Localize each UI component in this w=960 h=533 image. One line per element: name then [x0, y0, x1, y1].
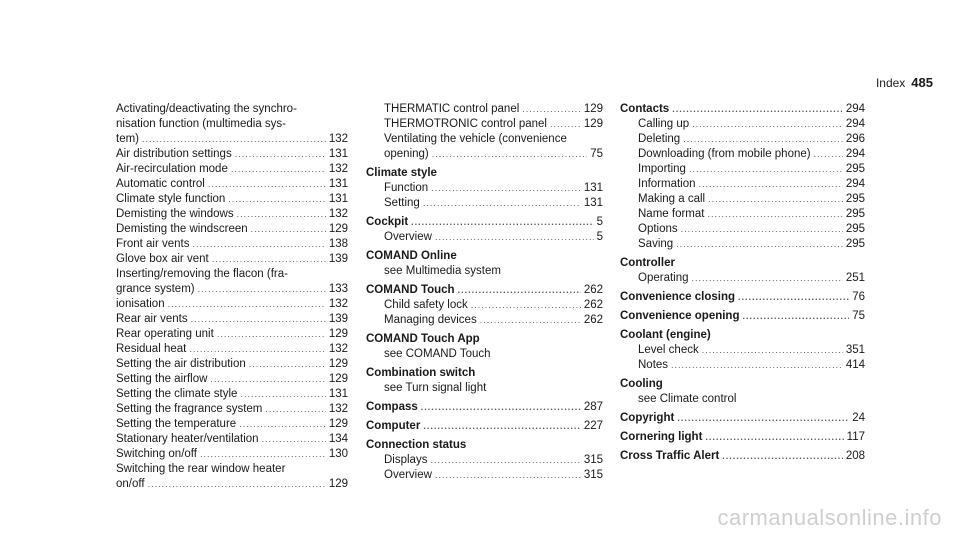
page-ref[interactable]: 208 [845, 450, 865, 462]
index-heading-entry[interactable] [366, 283, 603, 298]
index-entry[interactable] [366, 298, 603, 313]
index-entry[interactable] [620, 207, 865, 222]
page-ref[interactable]: 75 [852, 310, 865, 322]
dot-leader [208, 177, 326, 192]
index-heading-entry[interactable] [366, 419, 603, 434]
dot-leader [550, 117, 581, 132]
page-ref[interactable]: 296 [845, 133, 865, 145]
dot-leader [435, 230, 594, 245]
page-ref[interactable]: 295 [845, 223, 865, 235]
dot-leader [692, 271, 843, 286]
page-ref[interactable]: 132 [328, 208, 348, 220]
index-heading: COMAND Online [366, 250, 457, 262]
index-heading: COMAND Touch App [366, 333, 480, 345]
index-entry[interactable] [620, 177, 865, 192]
index-entry[interactable] [620, 147, 865, 162]
dot-leader [239, 417, 326, 432]
entry-text: Calling up [638, 118, 690, 130]
entry-text: Setting the airflow [116, 373, 208, 385]
index-heading-entry[interactable] [620, 449, 865, 464]
dot-leader [423, 419, 581, 434]
page-ref[interactable]: 294 [845, 178, 865, 190]
entry-text: Function [384, 182, 429, 194]
entry-text: Air distribution settings [116, 148, 232, 160]
index-heading-entry[interactable] [366, 400, 603, 415]
entry-text: Cornering light [620, 431, 703, 443]
cross-reference[interactable]: see Climate control [638, 393, 737, 405]
dot-leader [708, 192, 843, 207]
page-ref[interactable]: 24 [852, 412, 865, 424]
page-ref[interactable]: 131 [328, 388, 348, 400]
dot-leader [198, 282, 326, 297]
index-entry[interactable] [366, 181, 603, 196]
entry-text: Saving [638, 238, 674, 250]
cross-reference[interactable]: see Multimedia system [384, 265, 501, 277]
dot-leader [251, 222, 326, 237]
index-entry[interactable] [366, 230, 603, 245]
page-number: 485 [911, 75, 933, 90]
dot-leader [738, 290, 849, 305]
dot-leader [191, 312, 326, 327]
entry-line: Inserting/removing the flacon (fra‐ [116, 268, 288, 280]
dot-leader [672, 102, 843, 117]
page-ref[interactable]: 262 [583, 284, 603, 296]
entry-text: grance system) [116, 283, 195, 295]
entry-text: Demisting the windscreen [116, 223, 248, 235]
dot-leader [671, 358, 843, 373]
dot-leader [148, 477, 326, 492]
index-entry[interactable] [620, 237, 865, 252]
entry-text: Setting the air distribution [116, 358, 246, 370]
entry-text: opening) [384, 148, 429, 160]
page-ref[interactable]: 129 [328, 358, 348, 370]
entry-text: Managing devices [384, 314, 477, 326]
entry-text: Demisting the windows [116, 208, 234, 220]
index-heading: Combination switch [366, 367, 476, 379]
entry-text: Automatic control [116, 178, 205, 190]
index-entry[interactable] [116, 162, 348, 177]
dot-leader [522, 102, 581, 117]
dot-leader [480, 313, 581, 328]
page-ref[interactable]: 139 [328, 253, 348, 265]
dot-leader [814, 147, 843, 162]
dot-leader [231, 162, 326, 177]
entry-text: THERMOTRONIC control panel [384, 118, 547, 130]
dot-leader [707, 207, 842, 222]
entry-text: Downloading (from mobile phone) [638, 148, 811, 160]
index-entry[interactable] [116, 282, 348, 297]
index-entry[interactable] [116, 327, 348, 342]
entry-text: Stationary heater/ventilation [116, 433, 259, 445]
index-heading-entry[interactable] [620, 290, 865, 305]
entry-text: Making a call [638, 193, 706, 205]
dot-leader [432, 147, 587, 162]
page-ref[interactable]: 139 [328, 313, 348, 325]
entry-text: COMAND Touch [366, 284, 455, 296]
dot-leader [689, 162, 843, 177]
watermark: carmanualsonline.info [717, 505, 942, 530]
index-entry[interactable] [116, 177, 348, 192]
index-entry[interactable] [620, 358, 865, 373]
index-column-2 [366, 102, 603, 483]
index-entry[interactable] [116, 252, 348, 267]
dot-leader [411, 215, 593, 230]
page-ref[interactable]: 75 [590, 148, 603, 160]
index-entry[interactable] [620, 222, 865, 237]
dot-leader [681, 222, 843, 237]
index-entry[interactable] [116, 432, 348, 447]
index-entry[interactable] [116, 222, 348, 237]
page-ref[interactable]: 414 [845, 359, 865, 371]
page-ref[interactable]: 129 [328, 328, 348, 340]
index-entry[interactable] [366, 453, 603, 468]
dot-leader [430, 453, 580, 468]
entry-text: Residual heat [116, 343, 187, 355]
entry-text: Copyright [620, 412, 675, 424]
dot-leader [200, 447, 326, 462]
index-entry[interactable] [116, 207, 348, 222]
entry-text: Rear operating unit [116, 328, 214, 340]
entry-line: Ventilating the vehicle (convenience [384, 133, 567, 145]
index-entry[interactable] [620, 162, 865, 177]
entry-line: Switching the rear window heater [116, 463, 286, 475]
index-entry[interactable] [366, 196, 603, 211]
page-ref[interactable]: 132 [328, 343, 348, 355]
dot-leader [249, 357, 326, 372]
entry-text: Overview [384, 469, 432, 481]
dot-leader [142, 132, 326, 147]
page-ref[interactable]: 132 [328, 298, 348, 310]
entry-text: Information [638, 178, 696, 190]
dot-leader [705, 430, 843, 445]
index-heading: Controller [620, 257, 675, 269]
entry-text: Setting the climate style [116, 388, 238, 400]
index-entry[interactable] [116, 402, 348, 417]
page-ref[interactable]: 295 [845, 193, 865, 205]
page-header [876, 75, 933, 90]
entry-text: Climate style function [116, 193, 226, 205]
index-entry[interactable] [116, 372, 348, 387]
page-ref[interactable]: 76 [852, 291, 865, 303]
index-heading-entry[interactable] [620, 411, 865, 426]
dot-leader [677, 411, 849, 426]
page-ref[interactable]: 295 [845, 238, 865, 250]
entry-text: on/off [116, 478, 145, 490]
page-ref[interactable]: 131 [583, 182, 603, 194]
dot-leader [431, 181, 581, 196]
page-ref[interactable]: 351 [845, 344, 865, 356]
dot-leader [237, 207, 326, 222]
index-entry[interactable] [620, 192, 865, 207]
entry-text: THERMATIC control panel [384, 103, 520, 115]
dot-leader [676, 237, 843, 252]
index-heading: Climate style [366, 167, 437, 179]
page-ref[interactable]: 131 [328, 193, 348, 205]
dot-leader [435, 468, 581, 483]
entry-text: Convenience opening [620, 310, 740, 322]
index-entry[interactable] [366, 313, 603, 328]
page-ref[interactable]: 129 [583, 118, 603, 130]
index-heading-entry[interactable] [620, 430, 865, 445]
entry-text: Importing [638, 163, 686, 175]
page-ref[interactable]: 315 [583, 454, 603, 466]
entry-text: Name format [638, 208, 705, 220]
dot-leader [458, 283, 581, 298]
index-heading-entry[interactable] [620, 102, 865, 117]
index-entry[interactable] [620, 132, 865, 147]
index-entry[interactable] [366, 102, 603, 117]
page-ref[interactable]: 134 [328, 433, 348, 445]
page-ref[interactable]: 132 [328, 163, 348, 175]
entry-text: Displays [384, 454, 428, 466]
entry-text: Level check [638, 344, 699, 356]
index-heading: Connection status [366, 439, 467, 451]
dot-leader [702, 343, 843, 358]
page-ref[interactable]: 262 [583, 314, 603, 326]
index-entry[interactable] [116, 192, 348, 207]
dot-leader [240, 387, 325, 402]
index-entry[interactable] [366, 468, 603, 483]
page-ref[interactable]: 129 [583, 103, 603, 115]
page-ref[interactable]: 251 [845, 272, 865, 284]
index-entry[interactable] [116, 387, 348, 402]
page-ref[interactable]: 287 [583, 401, 603, 413]
index-entry[interactable] [116, 147, 348, 162]
page-ref[interactable]: 294 [845, 103, 865, 115]
dot-leader [699, 177, 843, 192]
entry-text: Notes [638, 359, 669, 371]
index-heading-entry[interactable] [366, 215, 603, 230]
page-ref[interactable]: 262 [583, 299, 603, 311]
dot-leader [217, 327, 326, 342]
dot-leader [423, 196, 581, 211]
page-ref[interactable]: 133 [328, 283, 348, 295]
dot-leader [265, 402, 325, 417]
entry-text: Cockpit [366, 216, 409, 228]
entry-text: Setting the fragrance system [116, 403, 263, 415]
page-ref[interactable]: 132 [328, 133, 348, 145]
index-column-1 [116, 102, 348, 492]
page-ref[interactable]: 117 [846, 431, 865, 443]
index-entry[interactable] [620, 117, 865, 132]
index-heading: Coolant (engine) [620, 329, 711, 341]
entry-text: Compass [366, 401, 418, 413]
index-label: Index [875, 76, 906, 90]
index-entry[interactable] [116, 312, 348, 327]
dot-leader [168, 297, 326, 312]
page-ref[interactable]: 5 [596, 216, 603, 228]
entry-text: Cross Traffic Alert [620, 450, 720, 462]
index-entry[interactable] [116, 477, 348, 492]
index-entry[interactable] [116, 447, 348, 462]
entry-text: Operating [638, 272, 689, 284]
dot-leader [235, 147, 326, 162]
page-ref[interactable]: 132 [328, 403, 348, 415]
page-ref[interactable]: 129 [328, 418, 348, 430]
index-entry[interactable] [620, 343, 865, 358]
dot-leader [228, 192, 326, 207]
entry-text: Glove box air vent [116, 253, 209, 265]
dot-leader [743, 309, 850, 324]
page-ref[interactable]: 315 [583, 469, 603, 481]
entry-text: Child safety lock [384, 299, 468, 311]
dot-leader [692, 117, 843, 132]
entry-text: ionisation [116, 298, 165, 310]
page-ref[interactable]: 294 [845, 118, 865, 130]
dot-leader [421, 400, 581, 415]
page-ref[interactable]: 129 [328, 223, 348, 235]
entry-text: Front air vents [116, 238, 190, 250]
dot-leader [210, 372, 325, 387]
page-ref[interactable]: 130 [328, 448, 348, 460]
dot-leader [683, 132, 843, 147]
index-entry[interactable] [116, 132, 348, 147]
index-entry[interactable] [116, 357, 348, 372]
entry-text: Deleting [638, 133, 681, 145]
index-heading-entry[interactable] [620, 309, 865, 324]
entry-text: Switching on/off [116, 448, 197, 460]
entry-text: Computer [366, 420, 421, 432]
page-ref[interactable]: 131 [328, 178, 348, 190]
index-entry[interactable] [366, 147, 603, 162]
entry-text: Rear air vents [116, 313, 188, 325]
entry-text: Setting [384, 197, 420, 209]
dot-leader [471, 298, 581, 313]
entry-line: Activating/deactivating the synchro‐ [116, 103, 297, 115]
index-heading: Cooling [620, 378, 663, 390]
entry-text: tem) [116, 133, 139, 145]
page-ref[interactable]: 131 [583, 197, 603, 209]
page-ref[interactable]: 131 [328, 148, 348, 160]
page-ref[interactable]: 129 [328, 478, 348, 490]
index-entry[interactable] [366, 117, 603, 132]
page-ref[interactable]: 295 [845, 208, 865, 220]
dot-leader [212, 252, 326, 267]
cross-reference[interactable]: see COMAND Touch [384, 348, 491, 360]
entry-text: Options [638, 223, 678, 235]
entry-text: Convenience closing [620, 291, 736, 303]
index-entry[interactable] [116, 417, 348, 432]
entry-text: Air-recirculation mode [116, 163, 228, 175]
index-entry[interactable] [116, 297, 348, 312]
cross-reference[interactable]: see Turn signal light [384, 382, 487, 394]
page-ref[interactable]: 5 [596, 231, 603, 243]
entry-text: Setting the temperature [116, 418, 237, 430]
index-entry[interactable] [620, 271, 865, 286]
page-ref[interactable]: 138 [328, 238, 348, 250]
index-entry[interactable] [116, 237, 348, 252]
index-column-3 [620, 102, 865, 464]
dot-leader [262, 432, 326, 447]
page-ref[interactable]: 295 [845, 163, 865, 175]
page-ref[interactable]: 294 [845, 148, 865, 160]
entry-line: nisation function (multimedia sys‐ [116, 118, 287, 130]
entry-text: Contacts [620, 103, 670, 115]
page-ref[interactable]: 227 [583, 420, 603, 432]
dot-leader [722, 449, 843, 464]
dot-leader [189, 342, 325, 357]
index-entry[interactable] [116, 342, 348, 357]
dot-leader [193, 237, 326, 252]
page-ref[interactable]: 129 [328, 373, 348, 385]
entry-text: Overview [384, 231, 432, 243]
